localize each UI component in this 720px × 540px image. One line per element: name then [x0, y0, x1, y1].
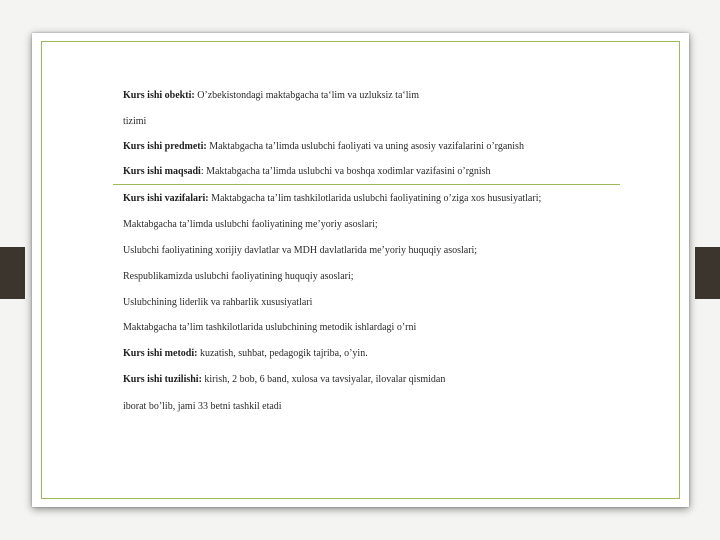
- line-tizimi-text: tizimi: [123, 116, 147, 127]
- line-vazifa-6: [123, 322, 416, 334]
- line-tuzilishi: [123, 374, 445, 386]
- line-tuzilishi-label: Kurs ishi tuzilishi:: [123, 374, 202, 385]
- line-vazifa-3-text: Uslubchi faoliyatining xorijiy davlatlar va MDH davlatlarida me’yoriy huquqiy asoslari;: [123, 245, 478, 256]
- line-vazifa-2-text: Maktabgacha ta’limda uslubchi faoliyatining me’yoriy asoslari;: [123, 219, 378, 230]
- line-vazifa-2: [123, 219, 378, 231]
- green-divider-line: [113, 184, 620, 185]
- line-maqsadi: [123, 166, 491, 178]
- slide-card: [32, 33, 689, 507]
- line-metodi-text: kuzatish, suhbat, pedagogik tajriba, o’yin.: [197, 348, 368, 359]
- line-obekti: [123, 90, 419, 102]
- line-vazifa-5: [123, 297, 312, 309]
- line-metodi-label: Kurs ishi metodi:: [123, 348, 198, 359]
- line-maqsadi-label: Kurs ishi maqsadi: [123, 166, 201, 177]
- line-vazifa-3: [123, 245, 477, 257]
- line-metodi: [123, 348, 368, 360]
- right-side-tab: [695, 247, 720, 299]
- line-vazifalari-text: Maktabgacha ta’lim tashkilotlarida uslubchi faoliyatining o’ziga xos hususiyatlari;: [208, 193, 542, 204]
- line-vazifalari: [123, 193, 541, 205]
- line-iborat: [123, 401, 282, 413]
- line-tizimi: [123, 116, 146, 128]
- line-vazifalari-label: Kurs ishi vazifalari:: [123, 193, 209, 204]
- line-predmeti-label: Kurs ishi predmeti:: [123, 141, 207, 152]
- line-vazifa-5-text: Uslubchining liderlik va rahbarlik xususiyatlari: [123, 297, 313, 308]
- line-obekti-label: Kurs ishi obekti:: [123, 90, 195, 101]
- card-inner-border: [41, 41, 680, 499]
- left-side-tab: [0, 247, 25, 299]
- line-maqsadi-text: : Maktabgacha ta’limda uslubchi va boshqa xodimlar vazifasini o’rgnish: [200, 166, 491, 177]
- line-vazifa-6-text: Maktabgacha ta’lim tashkilotlarida uslubchining metodik ishlardagi o’rni: [123, 322, 417, 333]
- line-predmeti: [123, 141, 524, 153]
- line-vazifa-4: [123, 271, 354, 283]
- line-obekti-text: O’zbekistondagi maktabgacha ta‘lim va uzluksiz ta‘lim: [194, 90, 420, 101]
- line-tuzilishi-text: kirish, 2 bob, 6 band, xulosa va tavsiyalar, ilovalar qismidan: [201, 374, 446, 385]
- line-predmeti-text: Maktabgacha ta’limda uslubchi faoliyati va uning asosiy vazifalarini o’rganish: [206, 141, 524, 152]
- line-iborat-text: iborat bo’lib, jami 33 betni tashkil etadi: [123, 401, 282, 412]
- line-vazifa-4-text: Respublikamizda uslubchi faoliyatining huquqiy asoslari;: [123, 271, 354, 282]
